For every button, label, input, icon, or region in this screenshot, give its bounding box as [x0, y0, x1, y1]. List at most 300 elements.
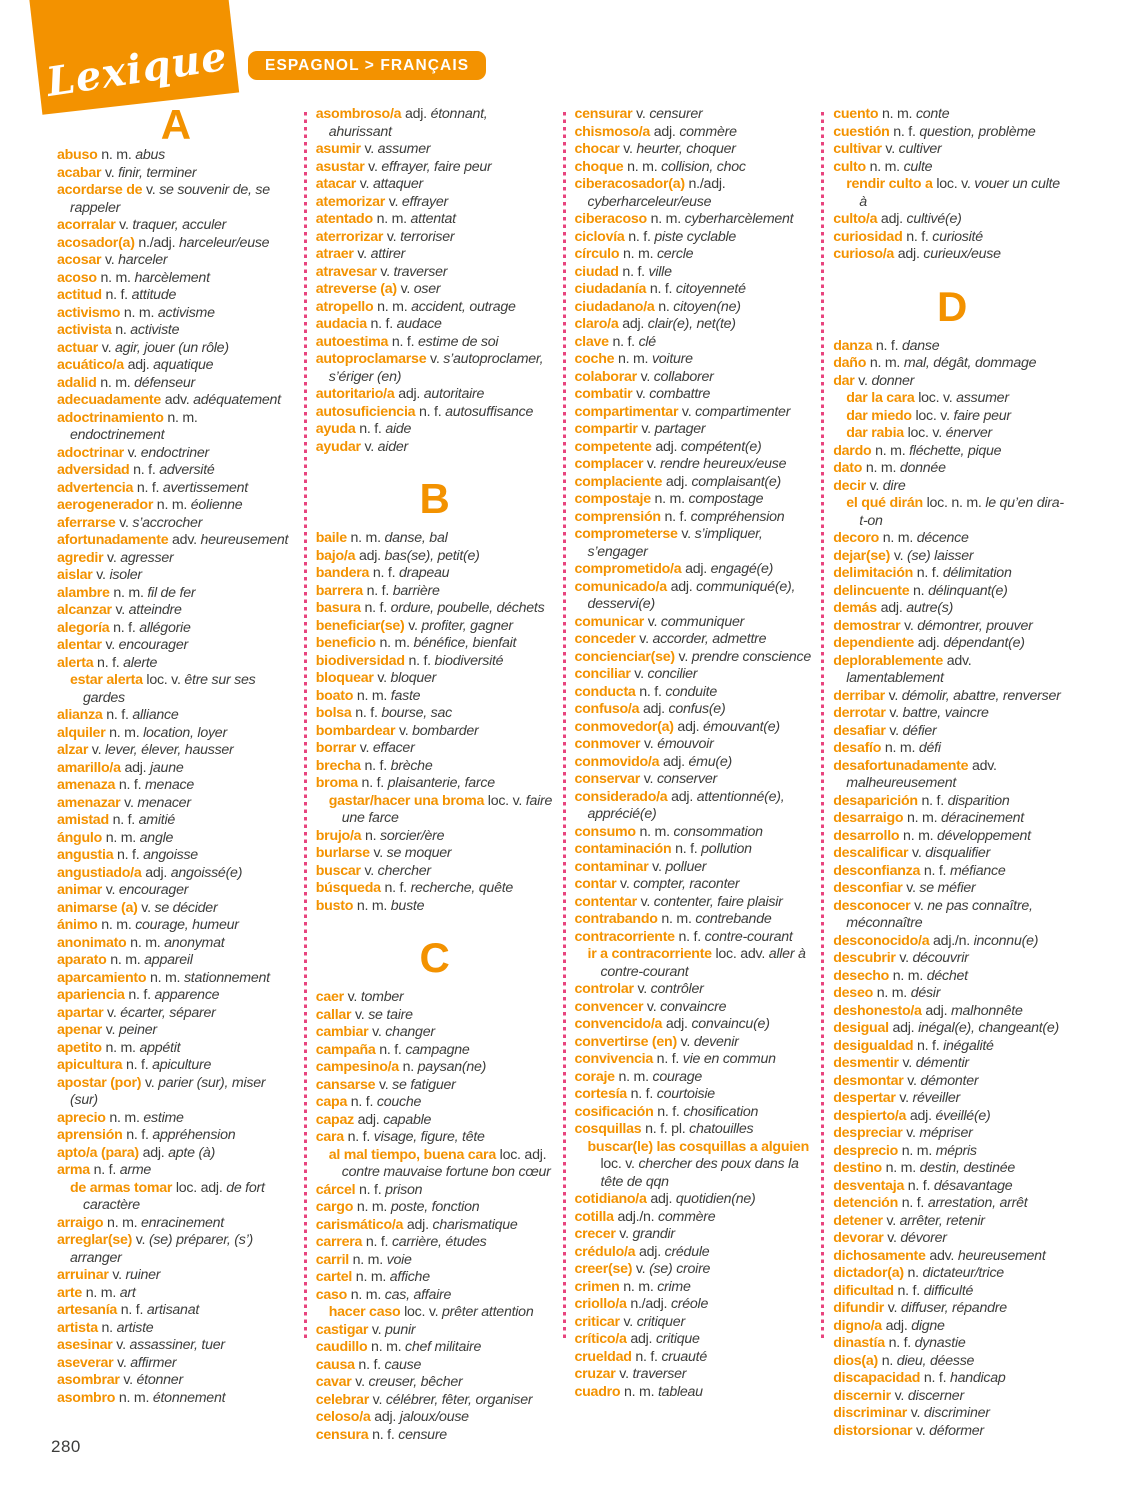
translation: allégorie: [139, 619, 191, 636]
part-of-speech: n. f.: [101, 287, 132, 303]
headword: asustar: [315, 158, 365, 175]
part-of-speech: n. f.: [109, 619, 140, 636]
entry: [316, 705, 554, 723]
entry: [575, 1384, 813, 1402]
part-of-speech: v.: [615, 1226, 633, 1242]
part-of-speech: v.: [882, 1212, 900, 1229]
headword: criollo/a: [574, 1296, 627, 1312]
entry: [833, 1248, 1071, 1266]
entry: [833, 246, 1071, 264]
translation: démonter: [920, 1072, 979, 1089]
part-of-speech: adj.: [626, 1331, 656, 1347]
headword: bloquear: [315, 670, 374, 686]
part-of-speech: n. m.: [346, 530, 385, 546]
part-of-speech: v.: [619, 141, 637, 157]
part-of-speech: v.: [644, 613, 661, 630]
headword: cansarse: [315, 1076, 376, 1093]
entry: [833, 1090, 1071, 1108]
translation: parier (sur), miser (sur): [70, 1074, 266, 1108]
translation: émouvant(e): [703, 718, 780, 735]
part-of-speech: n./adj.: [626, 1296, 671, 1312]
headword: alzar: [57, 742, 89, 758]
part-of-speech: v.: [101, 637, 119, 653]
headword: decir: [833, 477, 866, 494]
translation: courage, humeur: [135, 917, 239, 933]
part-of-speech: v.: [353, 246, 371, 262]
headword: devorar: [833, 1230, 884, 1246]
headword: asumir: [315, 141, 361, 157]
headword: contaminación: [574, 841, 672, 857]
entry: [575, 1261, 813, 1279]
part-of-speech: n. m.: [348, 1251, 387, 1268]
translation: critique: [655, 1331, 700, 1347]
translation: finir, terminer: [118, 164, 197, 181]
entry: [833, 880, 1071, 898]
headword: atreverse (a): [315, 281, 397, 297]
entry: [833, 1108, 1071, 1126]
headword: dar miedo: [846, 407, 912, 424]
headword: barrera: [315, 582, 363, 599]
headword: discernir: [833, 1387, 891, 1404]
lexicon-columns: [57, 101, 1071, 1443]
translation: crédule: [664, 1243, 710, 1260]
translation: se fatiguer: [392, 1076, 456, 1093]
entry: [316, 1392, 554, 1410]
translation: art: [119, 1284, 136, 1301]
translation: location, loyer: [143, 724, 227, 741]
translation: se décider: [154, 899, 218, 916]
headword: burlarse: [315, 845, 370, 861]
entry: [57, 1302, 295, 1320]
headword: adecuadamente: [57, 392, 161, 408]
part-of-speech: v.: [101, 252, 119, 268]
translation: enracinement: [141, 1214, 224, 1231]
part-of-speech: v.: [678, 403, 696, 420]
entry: [833, 355, 1071, 373]
entry: [316, 583, 554, 601]
headword: delincuente: [833, 582, 910, 599]
translation: heureusement: [957, 1247, 1046, 1264]
entry: [833, 985, 1071, 1003]
entry: [316, 299, 554, 317]
entry: [833, 1178, 1071, 1196]
translation: courage: [652, 1068, 703, 1085]
translation: activisme: [157, 304, 215, 321]
headword: buscar(le) las cosquillas a alguien: [587, 1138, 809, 1155]
part-of-speech: adv.: [968, 757, 997, 774]
translation: voie: [386, 1251, 412, 1268]
headword: distorsionar: [833, 1422, 913, 1439]
entry: [57, 147, 295, 165]
part-of-speech: n. f.: [884, 1335, 915, 1351]
entry: [57, 217, 295, 235]
part-of-speech: v.: [677, 526, 695, 542]
translation: concilier: [647, 666, 698, 682]
translation: paysan(ne): [417, 1059, 487, 1075]
entry: [575, 1051, 813, 1069]
part-of-speech: v.: [902, 880, 920, 896]
entry: [57, 340, 295, 358]
headword: coche: [574, 351, 615, 367]
part-of-speech: v.: [854, 372, 872, 389]
translation: anonymat: [164, 934, 225, 951]
headword: dios(a): [833, 1352, 879, 1369]
entry: [575, 124, 813, 142]
sub-entry: [329, 793, 554, 828]
headword: apariencia: [57, 987, 125, 1003]
entry: [575, 1104, 813, 1122]
sub-entry: [329, 1147, 554, 1182]
translation: handicap: [949, 1370, 1006, 1386]
headword: ciberacoso: [574, 211, 647, 227]
headword: dependiente: [833, 635, 915, 651]
part-of-speech: v.: [636, 368, 654, 385]
headword: danza: [833, 337, 873, 354]
entry: [833, 443, 1071, 461]
entry: [57, 357, 295, 375]
entry: [316, 264, 554, 282]
part-of-speech: n. f.: [415, 403, 446, 420]
part-of-speech: n. f.: [635, 683, 666, 700]
part-of-speech: adj.: [906, 1107, 936, 1124]
entry: [57, 462, 295, 480]
translation: voiture: [651, 351, 693, 367]
part-of-speech: v.: [648, 858, 666, 875]
headword: dichosamente: [833, 1247, 926, 1264]
translation: étonnant, ahurissant: [328, 106, 488, 140]
headword: aterrorizar: [315, 228, 384, 245]
translation: se moquer: [386, 845, 452, 861]
headword: desventaja: [833, 1177, 905, 1194]
translation: digne: [911, 1317, 945, 1334]
headword: conmover: [574, 736, 641, 752]
entry: [57, 1320, 295, 1338]
headword: dar: [833, 372, 855, 389]
headword: dato: [833, 460, 863, 476]
part-of-speech: v.: [632, 106, 650, 122]
headword: chocar: [574, 141, 620, 157]
entry: [575, 316, 813, 334]
headword: deseo: [833, 985, 874, 1001]
entry: [575, 1314, 813, 1332]
translation: commère: [679, 123, 737, 140]
translation: contrôler: [650, 981, 704, 997]
headword: angustiado/a: [57, 864, 142, 881]
translation: chosification: [683, 1103, 759, 1120]
part-of-speech: v.: [120, 794, 138, 811]
headword: dejar(se): [833, 547, 891, 564]
translation: lamentablement: [846, 670, 944, 686]
headword: dificultad: [833, 1282, 894, 1299]
translation: appétit: [139, 1039, 181, 1056]
translation: démentir: [915, 1055, 969, 1071]
entry: [575, 1121, 813, 1139]
part-of-speech: n. m.: [353, 897, 391, 914]
headword: abuso: [57, 147, 98, 163]
headword: compartimentar: [574, 403, 679, 420]
entry: [57, 847, 295, 865]
translation: creuser, bêcher: [368, 1374, 463, 1390]
translation: angoisse: [143, 847, 198, 863]
headword: desconocido/a: [833, 932, 930, 949]
headword: afortunadamente: [57, 532, 169, 548]
translation: donnée: [899, 460, 946, 476]
headword: crecer: [574, 1226, 616, 1242]
translation: terroriser: [400, 228, 455, 245]
translation: attentat: [410, 211, 456, 227]
translation: se souvenir de, se rappeler: [70, 182, 270, 216]
entry: [57, 882, 295, 900]
translation: alliance: [132, 707, 179, 723]
part-of-speech: v.: [616, 876, 634, 892]
headword: campesino/a: [315, 1059, 399, 1075]
part-of-speech: adj.: [403, 1216, 433, 1233]
headword: ciudadanía: [574, 281, 647, 297]
headword: capaz: [315, 1111, 354, 1128]
headword: cortesía: [574, 1086, 627, 1102]
part-of-speech: v.: [92, 567, 110, 583]
headword: capa: [315, 1094, 348, 1110]
headword: ciclovía: [574, 228, 625, 245]
headword: acoso: [57, 269, 97, 286]
translation: défenseur: [134, 374, 196, 391]
sub-entry: [846, 495, 1071, 530]
translation: contenter, faire plaisir: [653, 893, 783, 910]
part-of-speech: n. f.: [366, 316, 397, 332]
entry: [57, 1267, 295, 1285]
part-of-speech: loc. v.: [911, 407, 954, 424]
part-of-speech: n. f.: [368, 1426, 399, 1443]
headword: gastar/hacer una broma: [328, 792, 485, 809]
part-of-speech: loc. v.: [932, 176, 975, 192]
part-of-speech: v.: [356, 740, 373, 756]
translation: énerver: [945, 425, 992, 441]
sub-entry: [846, 425, 1071, 443]
part-of-speech: adj.: [662, 1016, 692, 1032]
translation: piste cyclable: [654, 228, 737, 245]
sub-entry: [70, 1180, 295, 1215]
part-of-speech: v.: [884, 1300, 901, 1316]
headword: al mal tiempo, buena cara: [328, 1146, 496, 1163]
translation: estime: [143, 1109, 184, 1126]
headword: anonimato: [57, 934, 127, 951]
headword: convertirse (en): [574, 1033, 677, 1050]
translation: grandir: [632, 1226, 675, 1242]
part-of-speech: adj.: [141, 864, 171, 881]
headword: desarrollo: [833, 827, 900, 844]
translation: inégal(e), changeant(e): [918, 1020, 1060, 1036]
headword: cartel: [315, 1269, 353, 1285]
entry: [316, 565, 554, 583]
translation: collaborer: [653, 368, 714, 385]
translation: compter, raconter: [633, 876, 740, 892]
part-of-speech: adj.: [618, 316, 648, 332]
entry: [316, 1077, 554, 1095]
part-of-speech: n. m.: [372, 211, 411, 227]
part-of-speech: adj.: [666, 578, 697, 595]
translation: cultivé(e): [906, 211, 962, 227]
headword: amistad: [57, 812, 109, 828]
translation: danse: [902, 337, 940, 354]
headword: ciberacosador(a): [574, 176, 685, 192]
headword: censura: [315, 1426, 369, 1443]
column-separator: [304, 112, 307, 1338]
headword: decoro: [833, 530, 880, 546]
entry: [833, 106, 1071, 124]
lexicon-column-1: [57, 101, 295, 1426]
entry: [575, 176, 813, 211]
part-of-speech: n. f.: [920, 862, 950, 879]
part-of-speech: n. f.: [893, 1282, 924, 1299]
entry: [57, 322, 295, 340]
translation: difficulté: [923, 1282, 974, 1299]
part-of-speech: v.: [368, 1321, 386, 1338]
entry: [57, 970, 295, 988]
part-of-speech: n. f.: [355, 1181, 386, 1198]
headword: compartir: [574, 421, 638, 437]
lexicon-column-4: [833, 106, 1071, 1439]
headword: de armas tomar: [70, 1179, 173, 1196]
part-of-speech: v.: [108, 1267, 126, 1283]
part-of-speech: v.: [636, 893, 654, 910]
entry: [57, 532, 295, 550]
part-of-speech: adj.: [659, 753, 689, 770]
translation: développement: [937, 827, 1031, 844]
headword: crédulo/a: [574, 1243, 636, 1260]
translation: dire: [882, 477, 906, 494]
translation: écarter, séparer: [120, 1004, 216, 1021]
entry: [575, 351, 813, 369]
part-of-speech: v.: [908, 845, 926, 861]
part-of-speech: v.: [113, 1354, 131, 1371]
entry: [833, 1003, 1071, 1021]
part-of-speech: v.: [368, 1391, 386, 1408]
translation: peiner: [118, 1022, 157, 1038]
entry: [316, 141, 554, 159]
part-of-speech: n./adj.: [134, 234, 179, 251]
entry: [833, 460, 1071, 478]
translation: inconnu(e): [973, 932, 1039, 949]
part-of-speech: n. f.: [902, 228, 933, 245]
headword: alegoría: [57, 619, 110, 636]
part-of-speech: adj.: [681, 561, 711, 577]
headword: curiosidad: [833, 228, 903, 245]
entry: [833, 723, 1071, 741]
part-of-speech: n. f.: [388, 333, 418, 350]
translation: se méfier: [919, 880, 976, 896]
part-of-speech: n. m.: [96, 374, 135, 391]
part-of-speech: n.: [361, 827, 381, 844]
translation: cercle: [656, 246, 694, 262]
translation: collision, choc: [661, 158, 746, 175]
headword: complaciente: [574, 473, 663, 490]
translation: chef militaire: [405, 1339, 482, 1355]
headword: atacar: [315, 176, 357, 192]
section-letter-b: B: [419, 475, 450, 522]
headword: desprecio: [833, 1142, 899, 1159]
translation: bénéfice, bienfait: [413, 635, 517, 651]
entry: [833, 159, 1071, 177]
translation: bloquer: [390, 670, 437, 686]
translation: traverser: [393, 263, 448, 280]
headword: angustia: [57, 847, 114, 863]
entry: [575, 369, 813, 387]
entry: [833, 1423, 1071, 1441]
translation: affirmer: [130, 1354, 177, 1371]
entry: [833, 1143, 1071, 1161]
entry: [57, 830, 295, 848]
translation: discriminer: [923, 1405, 990, 1421]
part-of-speech: adj.: [888, 1020, 919, 1036]
entry: [575, 999, 813, 1017]
part-of-speech: n. m.: [373, 298, 412, 315]
translation: stationnement: [183, 969, 270, 986]
entry: [575, 211, 813, 229]
part-of-speech: n. m.: [102, 829, 140, 846]
headword: cárcel: [315, 1181, 356, 1198]
entry: [316, 1427, 554, 1445]
headword: descalificar: [833, 845, 909, 861]
entry: [575, 841, 813, 859]
entry: [316, 880, 554, 898]
translation: carrière, études: [391, 1234, 487, 1250]
part-of-speech: n. m.: [105, 1109, 144, 1126]
part-of-speech: v.: [643, 456, 661, 472]
sub-entry: [588, 1139, 813, 1192]
entry: [57, 1162, 295, 1180]
translation: aider: [377, 438, 408, 455]
entry: [575, 1069, 813, 1087]
entry: [316, 670, 554, 688]
part-of-speech: n. m.: [96, 269, 135, 286]
headword: cotidiano/a: [574, 1191, 647, 1207]
entry: [833, 968, 1071, 986]
part-of-speech: loc. adj.: [495, 1146, 547, 1163]
translation: contre mauvaise fortune bon cœur: [341, 1164, 551, 1180]
headword: demostrar: [833, 617, 901, 634]
entry: [57, 1215, 295, 1233]
translation: battre, vaincre: [902, 705, 989, 721]
translation: s’autoproclamer, s’ériger (en): [328, 351, 544, 385]
headword: delimitación: [833, 565, 914, 581]
translation: oser: [413, 281, 441, 297]
entry: [575, 649, 813, 667]
part-of-speech: n. m.: [903, 810, 941, 826]
translation: endoctrinement: [70, 427, 165, 443]
part-of-speech: n. f.: [343, 1129, 374, 1145]
entry: [575, 404, 813, 422]
entry: [833, 229, 1071, 247]
translation: recherche, quête: [410, 880, 514, 896]
translation: abus: [135, 147, 165, 163]
translation: (se) laisser: [907, 547, 974, 564]
translation: découvrir: [912, 950, 969, 966]
entry: [57, 375, 295, 393]
headword: confuso/a: [574, 701, 640, 717]
part-of-speech: n. m.: [889, 967, 927, 984]
translation: buste: [390, 897, 425, 914]
headword: despertar: [833, 1090, 896, 1106]
translation: ville: [648, 263, 672, 280]
entry: [57, 812, 295, 830]
headword: brecha: [315, 757, 361, 774]
part-of-speech: n. f.: [89, 1162, 120, 1178]
part-of-speech: n. m.: [97, 917, 136, 933]
headword: el qué dirán: [846, 495, 923, 511]
headword: controlar: [574, 981, 634, 997]
part-of-speech: n. f.: [351, 705, 382, 721]
headword: cambiar: [315, 1024, 369, 1040]
